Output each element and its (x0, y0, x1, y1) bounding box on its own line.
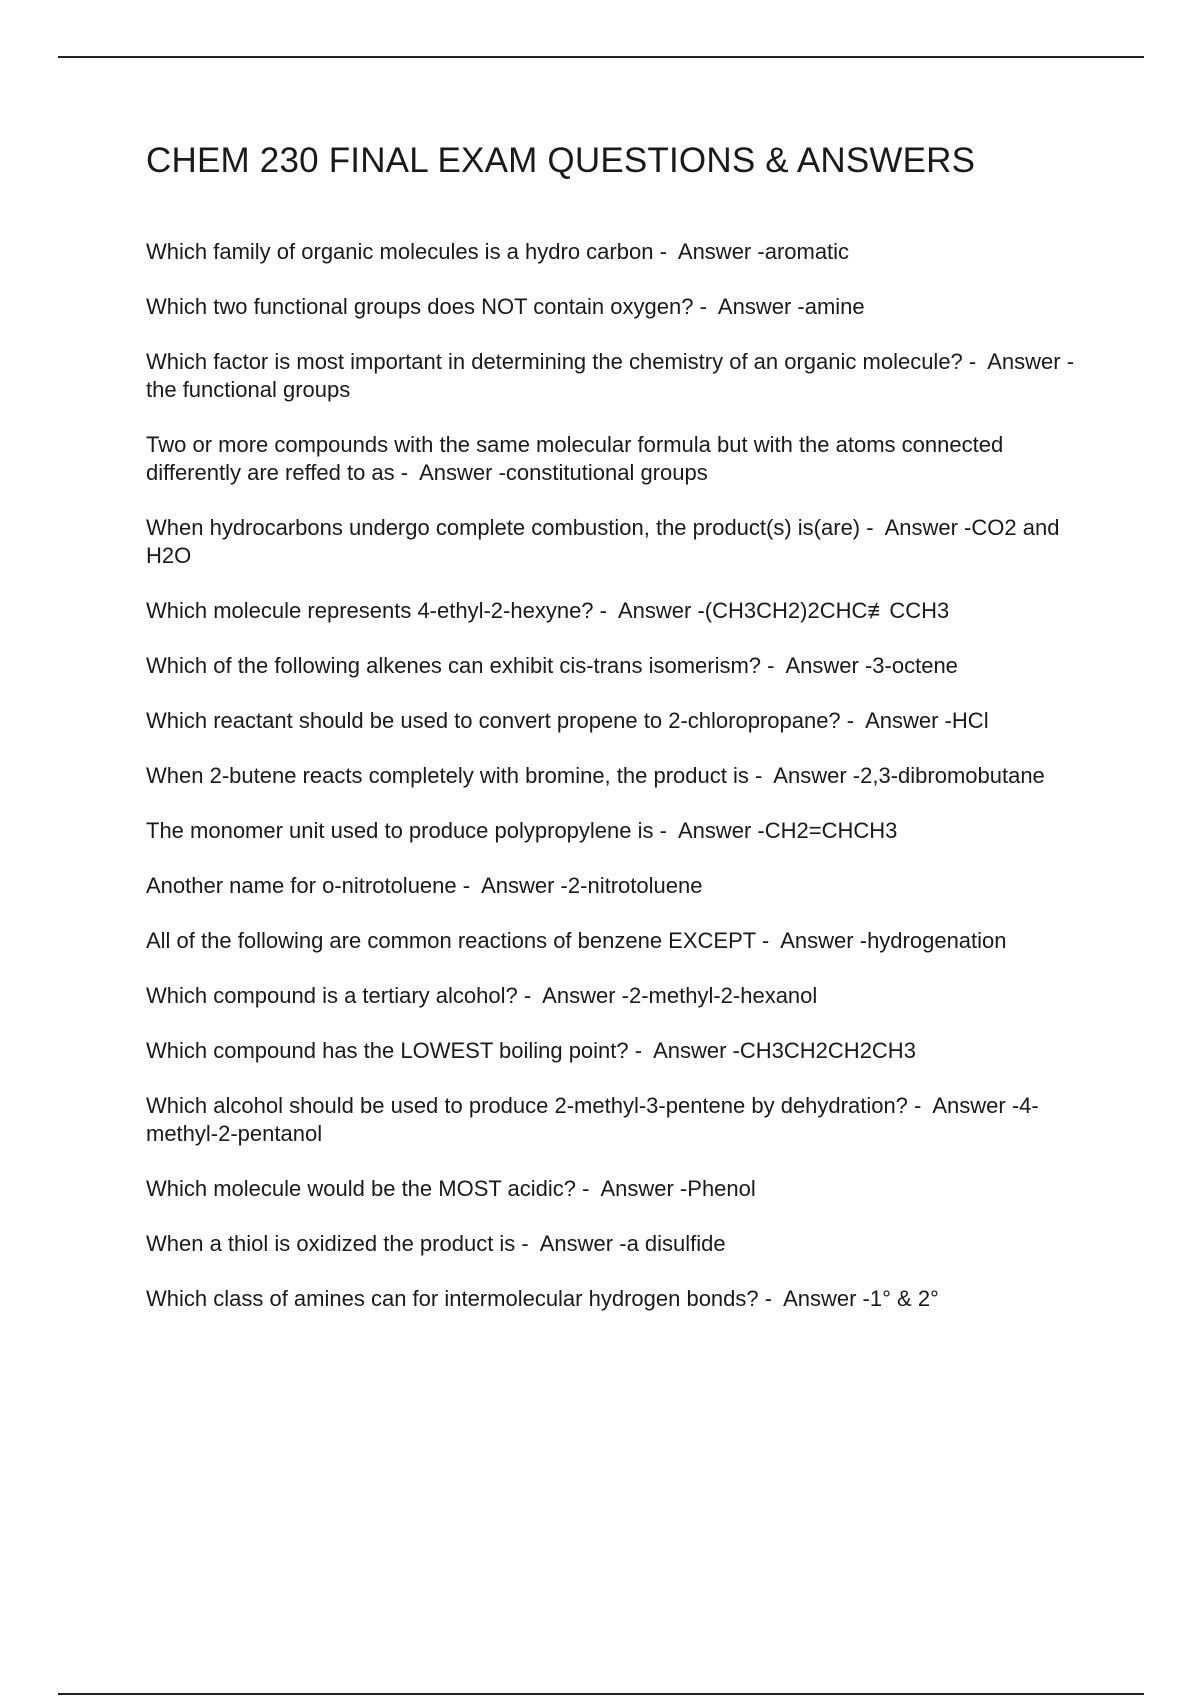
question-text: Which alcohol should be used to produce 2-methyl-3-pentene by dehydration? (146, 1093, 908, 1118)
answer-label: - Answer - (840, 708, 952, 733)
answer-text: amine (804, 294, 865, 319)
answer-label: - Answer - (394, 460, 506, 485)
qa-item (146, 982, 1086, 1010)
answer-label: - Answer - (693, 294, 805, 319)
answer-label: - Answer - (653, 239, 765, 264)
answer-text: 2-methyl-2-hexanol (628, 983, 818, 1008)
question-text: Another name for o-nitrotoluene (146, 873, 457, 898)
answer-text: Phenol (687, 1176, 756, 1201)
qa-item (146, 652, 1086, 680)
answer-label: - Answer - (628, 1038, 740, 1063)
answer-text: the functional groups (146, 377, 351, 402)
answer-label: - Answer - (653, 818, 765, 843)
answer-text: CH3CH2CH2CH3 (739, 1038, 916, 1063)
answer-text: constitutional groups (505, 460, 708, 485)
qa-item (146, 1092, 1086, 1148)
answer-text: hydrogenation (867, 928, 1007, 953)
qa-item (146, 514, 1086, 570)
answer-label: - Answer - (755, 928, 868, 953)
question-text: The monomer unit used to produce polypropylene is (146, 818, 654, 843)
answer-text: 3-octene (872, 653, 958, 678)
qa-item (146, 927, 1086, 955)
qa-item (146, 293, 1086, 321)
answer-text: (CH3CH2)2CHC≢CCH3 (704, 598, 950, 623)
answer-text: a disulfide (626, 1231, 726, 1256)
question-text: Which reactant should be used to convert propene to 2-chloropropane? (146, 708, 841, 733)
qa-item (146, 431, 1086, 487)
question-text: Which of the following alkenes can exhibit cis-trans isomerism? (146, 653, 762, 678)
qa-item (146, 1175, 1086, 1203)
qa-item (146, 597, 1086, 625)
qa-item (146, 817, 1086, 845)
answer-text: CO2 and H2O (146, 515, 1060, 568)
qa-item (146, 1285, 1086, 1313)
qa-item (146, 238, 1086, 266)
question-text: Which family of organic molecules is a hydro carbon (146, 239, 654, 264)
answer-label: - Answer - (748, 763, 861, 788)
top-rule (58, 56, 1144, 58)
document-title: CHEM 230 FINAL EXAM QUESTIONS & ANSWERS (146, 141, 976, 180)
answer-label: - Answer - (517, 983, 629, 1008)
document-body (146, 140, 1086, 1340)
qa-item (146, 707, 1086, 735)
qa-item (146, 1230, 1086, 1258)
qa-item (146, 348, 1086, 404)
answer-text: 4-methyl-2-pentanol (146, 1093, 1039, 1146)
answer-label: - Answer - (456, 873, 568, 898)
answer-text: 1° & 2° (869, 1286, 939, 1311)
answer-text: 2,3-dibromobutane (860, 763, 1045, 788)
answer-label: - Answer - (860, 515, 972, 540)
question-text: When a thiol is oxidized the product is (146, 1231, 516, 1256)
answer-text: aromatic (764, 239, 850, 264)
answer-label: - Answer - (758, 1286, 870, 1311)
answer-label: - Answer - (907, 1093, 1020, 1118)
answer-label: - Answer - (962, 349, 1075, 374)
answer-text: HCl (951, 708, 989, 733)
answer-text: CH2=CHCH3 (764, 818, 898, 843)
answer-label: - Answer - (576, 1176, 688, 1201)
qa-item (146, 1037, 1086, 1065)
qa-item (146, 762, 1086, 790)
qa-item (146, 872, 1086, 900)
bottom-rule (58, 1693, 1144, 1695)
answer-label: - Answer - (761, 653, 873, 678)
question-text: Two or more compounds with the same molecular formula but with the atoms connected differently are reffed to as (146, 432, 1004, 485)
question-text: Which class of amines can for intermolecular hydrogen bonds? (146, 1286, 759, 1311)
question-text: Which factor is most important in determining the chemistry of an organic molecule? (146, 349, 963, 374)
question-text: When hydrocarbons undergo complete combustion, the product(s) is(are) (146, 515, 861, 540)
answer-label: - Answer - (515, 1231, 627, 1256)
question-text: Which two functional groups does NOT contain oxygen? (146, 294, 694, 319)
question-text: Which molecule would be the MOST acidic? (146, 1176, 577, 1201)
question-text: Which molecule represents 4-ethyl-2-hexyne? (146, 598, 594, 623)
answer-label: - Answer - (593, 598, 705, 623)
question-text: Which compound is a tertiary alcohol? (146, 983, 518, 1008)
question-text: When 2-butene reacts completely with bromine, the product is (146, 763, 749, 788)
question-text: Which compound has the LOWEST boiling point? (146, 1038, 629, 1063)
question-text: All of the following are common reactions of benzene EXCEPT (146, 928, 756, 953)
qa-list (146, 238, 1086, 1313)
answer-text: 2-nitrotoluene (567, 873, 703, 898)
